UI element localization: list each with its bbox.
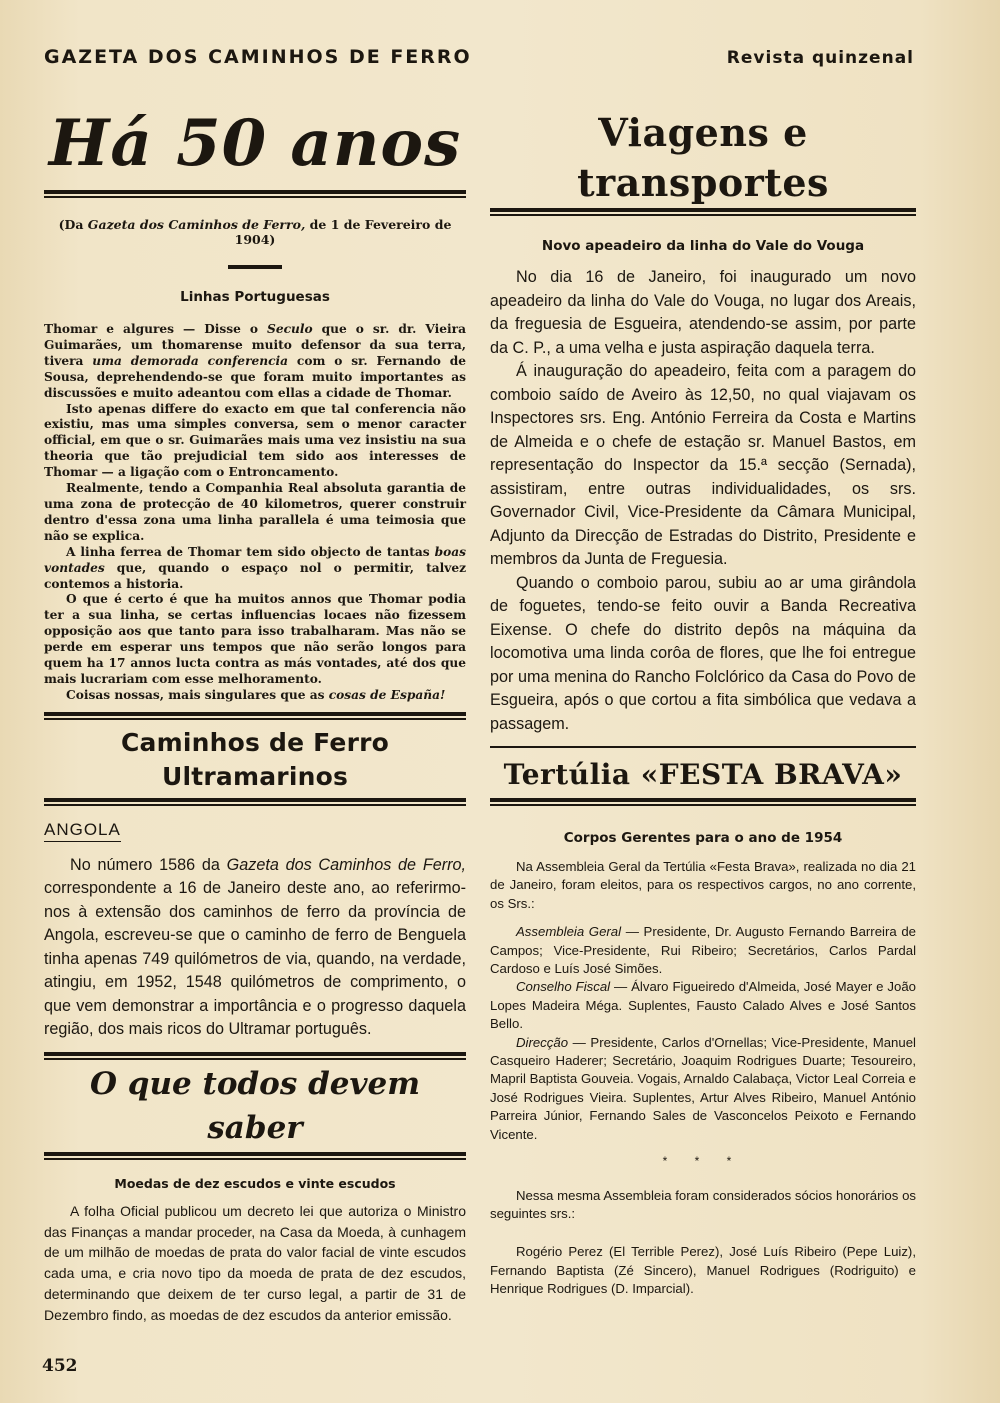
section-rule [490,798,916,806]
angola-text [44,854,466,1042]
tertulia-heading: Tertúlia «FESTA BRAVA» [503,758,903,791]
angola-label: ANGOLA [44,820,121,842]
right-column [490,108,916,1299]
moedas-text [44,1201,466,1326]
paragraph: Assembleia Geral — Presidente, Dr. Augusto Fernando Barreira de Campos; Vice-Presidente, Rui Ribeiro; Secretários, Carlos Pardal Cardoso e Luís José Simões. [490,924,916,977]
masthead-subtitle: Revista quinzenal [726,48,914,68]
paragraph: Rogério Perez (El Terrible Perez), José Luís Ribeiro (Pepe Luiz), Fernando Baptista (Zé Sincero), Manuel Rodrigues (Rodriguito) e Henrique Rodrigues (D. Imparcial). [490,1244,916,1297]
masthead-title: GAZETA DOS CAMINHOS DE FERRO [44,46,472,68]
paragraph: Quando o comboio parou, subiu ao ar uma girândola de foguetes, tendo-se feito ouvir a Banda Recreativa Eixense. O chefe do distrito depôs na máquina da locomotiva uma linda corôa de flores, que lhe foi entregue por uma menina do Rancho Folclórico da Casa do Povo de Esgueira, após o que cortou a fita simbólica que vedava a passagem. [490,573,916,733]
section-rule [44,1052,466,1060]
saber-heading: O que todos devem saber [89,1065,421,1146]
paragraph: Realmente, tendo a Companhia Real absoluta garantia de uma zona de protecção de 40 kilometros, querer construir dentro d'essa zona uma linha parallela é uma teimosia que não se explica. [44,481,466,543]
heading-rule [44,190,466,198]
heading-rule [490,208,916,216]
paragraph: Nessa mesma Assembleia foram considerados sócios honorários os seguintes srs.: [490,1187,916,1221]
section-rule [44,798,466,806]
paragraph: O que é certo é que ha muitos annos que Thomar podia ter a sua linha, se certas influencias locaes não fizessem opposição aos que tanto para isso trabalharam. Mas não se perde em esperar uns tempos que não serão longos para quem ha 17 annos lucta contra as más vontades, até dos que mais lucrariam com esse melhoramento. [44,592,466,686]
paragraph: Á inauguração do apeadeiro, feita com a paragem do comboio saído de Aveiro às 12,50, no qual viajavam os Inspectores srs. Eng. António Ferreira da Costa e Martins de Almeida e o chefe de estação sr. Manuel Bastos, em representação do Inspector da 15.ª secção (Sernada), assistiram, entre outras individualidades, os srs. Governador Civil, Vice-Presidente da Câmara Municipal, Adjunto da Direcção de Estradas do Distrito, Presidente e membros da Junta de Freguesia. [490,362,916,568]
linhas-portuguesas-subheading: Linhas Portuguesas [180,289,330,305]
paragraph: Coisas nossas, mais singulares que as cosas de España! [66,687,446,702]
paragraph: No número 1586 da Gazeta dos Caminhos de Ferro, correspondente a 16 de Janeiro deste ano, ao referirmo-nos à extensão dos caminhos de ferro da província de Angola, escreveu-se que o caminho de ferro de Benguela tinha apenas 749 quilómetros de via, quando, na verdade, atingiu, em 1952, 1548 quilómetros de comprimento, o que vem demonstrar a importância e o progresso daquela região, dos mais ricos do Ultramar português. [44,855,466,1039]
paragraph: No dia 16 de Janeiro, foi inaugurado um novo apeadeiro da linha do Vale do Vouga, no lugar dos Areais, da freguesia de Esgueira, atendendo-se assim, por parte da C. P., a uma velha e justa aspiração daquela terra. [490,268,916,357]
paragraph: Na Assembleia Geral da Tertúlia «Festa Brava», realizada no dia 21 de Janeiro, foram eleitos, para os respectivos cargos, no ano corrente, os Srs.: [490,859,916,911]
section-rule [44,712,466,720]
apeadeiro-text [490,266,916,736]
section-rule [44,1152,466,1160]
paragraph: Direcção — Presidente, Carlos d'Ornellas; Vice-Presidente, Manuel Casqueiro Haderer; Secretário, Joaquim Rodrigues Duarte; Tesoureiro, Mapril Baptista Gouveia. Vogais, Arnaldo Calabaça, Victor Leal Correia e José Rodrigues Vieira. Suplentes, Artur Alves Ribeiro, Manuel António Parreira Júnior, Fernando Sales de Vasconcelos Peixoto e Fernando Vicente. [490,1034,916,1142]
page-number: 452 [42,1356,78,1376]
viagens-heading: Viagens e transportes [577,110,829,205]
ha-50-anos-heading: Há 50 anos [48,106,462,181]
apeadeiro-subheading: Novo apeadeiro da linha do Vale do Vouga [541,238,865,254]
paragraph: A linha ferrea de Thomar tem sido objecto de tantas boas vontades que, quando o espaço nol o permitir, talvez contemos a historia. [44,544,466,591]
moedas-subheading: Moedas de dez escudos e vinte escudos [114,1175,396,1191]
section-rule [490,746,916,748]
corpos-subheading: Corpos Gerentes para o ano de 1954 [563,830,843,846]
ultramarinos-heading: Caminhos de Ferro Ultramarinos [121,727,389,791]
paragraph: Isto apenas differe do exacto em que tal conferencia não existiu, mas uma simples conversa, sem o menor caracter official, em que o sr. Guimarães mais uma vez insistiu na sua theoria que tão prejudicial tem sido aos interesses de Thomar — a ligação com o Entroncamento. [44,401,466,480]
linhas-portuguesas-text [44,322,466,704]
section-stars: * * * [662,1154,744,1169]
paragraph: Thomar e algures — Disse o Seculo que o sr. dr. Vieira Guimarães, um thomarense muito defensor da sua terra, tivera uma demorada conferencia com o sr. Fernando de Sousa, deprehendendo-se que foram muito importantes as discussões e muito adeantou com ellas a cidade de Thomar. [44,322,467,400]
left-column [44,104,466,1326]
source-note: (Da Gazeta dos Caminhos de Ferro, de 1 de Fevereiro de 1904) [58,217,452,247]
short-divider [228,265,282,269]
paragraph: A folha Oficial publicou um decreto lei que autoriza o Ministro das Finanças a mandar proceder, na Casa da Moeda, à cunhagem de um milhão de moedas de prata do valor facial de vinte escudos cada uma, e cria novo tipo da moeda de prata de dez escudos, determinando que deixem de ter curso legal, a partir de 31 de Dezembro findo, as moedas de dez escudos da anterior emissão. [44,1202,466,1323]
paragraph: Conselho Fiscal — Álvaro Figueiredo d'Almeida, José Mayer e João Lopes Madeira Méga. Suplentes, Fausto Calado Alves e José Santos Bello. [490,979,916,1032]
tertulia-text [490,858,916,1299]
